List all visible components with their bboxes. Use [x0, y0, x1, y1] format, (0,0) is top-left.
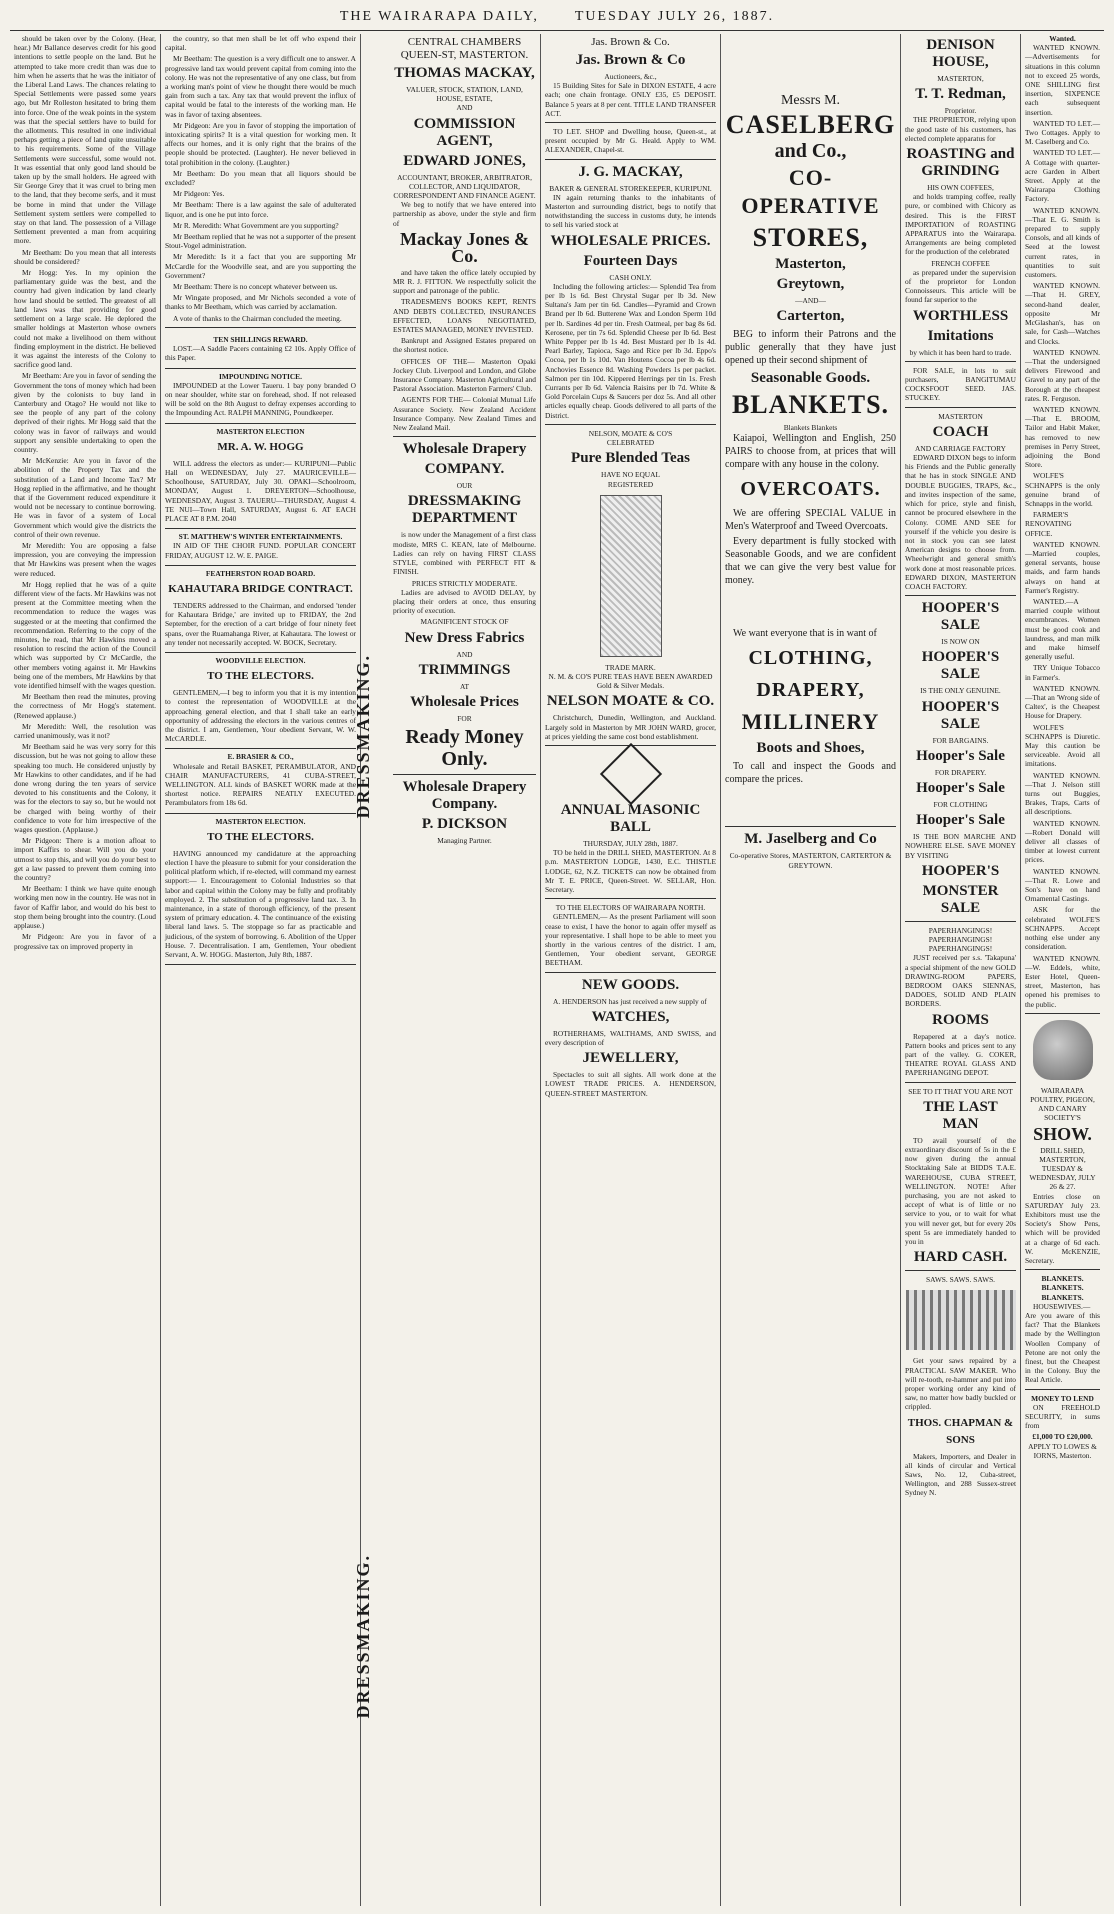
column-6	[900, 34, 1020, 1906]
for: FOR	[457, 713, 472, 723]
trade-mark: TRADE MARK.	[605, 662, 656, 672]
new-goods: NEW GOODS.	[581, 976, 680, 993]
ad-heading: TEN SHILLINGS REWARD.	[213, 334, 308, 344]
rooms: ROOMS	[932, 1011, 989, 1028]
wanted-item: WOLFE'S SCHNAPPS is Diuretic. May this caution be serviceable. Avoid all imitations.	[1025, 722, 1100, 769]
article-paragraph: Mr Beetham: There is a law against the sale of adulterated liquor, and is one he put into force.	[165, 200, 356, 219]
new-goods-body-3: Spectacles to suit all sights. All work done at the LOWEST TRADE PRICES. A. HENDERSON, QUEEN-STREET MASTERTON.	[545, 1070, 716, 1098]
money-amount: £1,000 TO £20,000.	[1032, 1432, 1093, 1442]
article-paragraph: the country, so that men shall be let off who expend their capital.	[165, 34, 356, 53]
rooster-illustration	[1033, 1020, 1093, 1080]
millinery: MILLINERY	[741, 709, 880, 735]
ad-heading: WOODVILLE ELECTION.	[215, 655, 306, 665]
column-2-ads	[165, 332, 356, 965]
ad-body: HAVING announced my candidature at the approaching election I have the pleasure to submit for your consideration the political platform which, if re-elected, will command my earnest support:— 1. Encouragement to Colonial Industries so that labor and capital within the Colony may be fully and profitably employed. 2. The substitution of a progressive land tax. 3. In maintenance, in a state of thorough efficiency, of the present system of primary education. 4. The continuance of the existing liberal land laws. 5. The stoppage so far as practicable and judicious, of the system of borrowing. 6. Abolition of the Upper House. 7. Decentralisation. I am, Gentlemen, Your obedient Servant, A. W. HOGG. Masterton, July 8th, 1887.	[165, 848, 356, 960]
clothing: CLOTHING,	[748, 647, 873, 670]
caselberg: CASELBERG	[725, 110, 896, 139]
masonic-emblem-icon	[599, 743, 661, 805]
jas-brown-header: Jas. Brown & Co.	[591, 36, 670, 48]
ad-body: Wholesale and Retail BASKET, PERAMBULATOR, AND CHAIR MANUFACTURERS, 41 CUBA-STREET, WELLINGTON. ALL kinds of BASKET WORK made at the shortest notice. REPAIRS NEATLY EXECUTED. Perambulators from 18s 6d.	[165, 761, 356, 808]
caselberg-body-3: We are offering SPECIAL VALUE in Men's Waterproof and Tweed Overcoats.	[725, 508, 896, 533]
article-paragraph: Mr Meredith: Is it a fact that you are supporting Mr McCardle for the Woodville seat, and are you supporting the Government?	[165, 252, 356, 280]
article-paragraph: Mr Pidgeon: There is a motion afloat to import Kaffirs to shear. Will you do your utmost to stop this, and will you do your best to get a law passed to prevent them coming into the country?	[14, 836, 156, 883]
see-to-it: SEE TO IT THAT YOU ARE NOT	[908, 1086, 1013, 1096]
article-paragraph: Mr Pidgeon: Are you in favor of stopping the importation of intoxicating spirits? It is a vital question for working men. It affects our homes, and it is only right that the brains of the people should be protected. (Laughter). He never believed in total prohibition in the colony. (Laughter.)	[165, 120, 356, 167]
t-t-redman: T. T. Redman,	[915, 86, 1006, 103]
article-paragraph: Mr McKenzie: Are you in favor of the abolition of the Property Tax and the substitution of a Land and Income Tax? Mr Hogg replied in the affirmative, and he thought that if the Government reduced expenditure it would not be necessary to continue borrowing. He was in favor of a system of Local Government which would give the districts the control of their own revenue.	[14, 456, 156, 539]
is-now-on: IS NOW ON	[941, 637, 980, 647]
saws-illustration	[906, 1290, 1016, 1350]
article-paragraph: should be taken over by the Colony. (Hear, hear.) Mr Ballance deserves credit for his good intentions to settle people on the land. But he attempted to take more credit than was due to him when he asserts that he was the initiator of the Liberal Land Laws. The chances relating to Special Settlements were passed some years ago, but Mr Rolleston hesitated to bring them into force. One of the weak points in the system was that the special settlers have to build for the allotments. This resulted in one individual perhaps getting a piece of land quite unsuitable to his requirements. Some of the Village Settlements were successful, some would not. It was essential that only good land should be taken up by the small holders. He agreed with Sir George Grey that it was cruel to bring men to the land, that they become serfs, and it must be borne in mind that under the Village Settlement system settlers were compelled to stay on that land. The possession of a Village Settlement prevented a man from acquiring more.	[14, 34, 156, 246]
classified-ad	[165, 369, 356, 424]
caselberg-body-2: Kaiapoi, Wellington and English, 250 PAIRS to choose from, at prices that will compare with any house in the colony.	[725, 433, 896, 471]
hoopers-sale-4: Hooper's Sale	[916, 747, 1005, 764]
wanted-list	[1025, 43, 1100, 1009]
wanted-item: WANTED KNOWN.—That J. Nelson still turns out Buggies, Brakes, Traps, Carts of all descriptions.	[1025, 770, 1100, 817]
nelson-moate-body: Christchurch, Dunedin, Wellington, and Auckland. Largely sold in Masterton by MR JOHN WARD, grocer, at prices yielding the same cost bond establishment.	[545, 713, 716, 741]
fourteen-days: Fourteen Days	[583, 252, 678, 269]
wanted-item: WANTED KNOWN.—That E. G. Smith is prepared to supply Consols, and all kinds of Seed at the lowest current rates, in quantities to suit customers.	[1025, 205, 1100, 280]
company: COMPANY.	[424, 461, 505, 478]
new-goods-body-2: ROTHERHAMS, WALTHAMS, AND SWISS, and every description of	[545, 1028, 716, 1047]
co-operative: CO-OPERATIVE	[741, 165, 880, 218]
thos-chapman: THOS. CHAPMAN & SONS	[907, 1416, 1014, 1446]
overcoats: OVERCOATS.	[740, 478, 881, 501]
drapery: DRAPERY,	[756, 679, 865, 702]
commission-agent: COMMISSION AGENT,	[413, 115, 516, 149]
hoopers-sale-5: Hooper's Sale	[916, 779, 1005, 796]
new-dress-fabrics: New Dress Fabrics	[404, 629, 525, 646]
column-5	[720, 34, 900, 1906]
for-bargains: FOR BARGAINS.	[932, 735, 989, 745]
article-paragraph: Mr R. Meredith: What Government are you supporting?	[173, 220, 339, 230]
proprietor-body: THE PROPRIETOR, relying upon the good taste of his customers, has elected complete apparatus for	[905, 115, 1016, 143]
carterton: Carterton,	[776, 308, 845, 325]
wanted-item: WANTED TO LET.—Two Cottages. Apply to M. Caselberg and Co.	[1025, 118, 1100, 147]
body-5: OFFICES OF THE— Masterton Opaki Jockey Club. Liverpool and London, and Globe Insurance Company. Masterton Agricultural and Pastoral Association. Masterton Farmers' Club.	[393, 356, 536, 394]
wholesale-prices-4: WHOLESALE PRICES.	[550, 232, 711, 249]
no-equal: HAVE NO EQUAL	[601, 470, 660, 480]
wanted-header: Wanted.	[1049, 34, 1076, 43]
and-2: AND	[456, 649, 473, 659]
jewellery: JEWELLERY,	[582, 1050, 679, 1067]
ad-heading: MASTERTON ELECTION.	[215, 816, 306, 826]
article-paragraph: Mr Beetham: Do you mean that all liquors should be excluded?	[165, 168, 356, 188]
dressmaking-department: DRESSMAKING DEPARTMENT	[407, 493, 522, 527]
rooms-body: Repapered at a day's notice. Pattern books and prices sent to any part of the valley. G. COKER, THEATRE ROYAL GLASS AND PAPERHANGING DEPOT.	[905, 1031, 1016, 1078]
masthead-date: TUESDAY JULY 26, 1887.	[574, 9, 775, 24]
ad-subheading: TO THE ELECTORS.	[207, 830, 314, 843]
blankets-7: BLANKETS. BLANKETS.	[1041, 1274, 1084, 1293]
messrs: Messrs M.	[780, 93, 841, 108]
hoopers: HOOPER'S	[921, 862, 1000, 879]
column-1-text	[14, 34, 156, 951]
article-paragraph: Mr Beetham said he was very sorry for this discussion, but he was not going to allow these speaking too much. He considered unjustly by Mr Hawkins to other candidates, and if he had done wrong during the ten years of service devoted to his constituents and the Colony, it was for the electors to say so, but he would not be charged with being worthy of their confidence to vote for him irrespective of the wages question. (Applause.)	[14, 742, 156, 835]
classified-ad	[165, 332, 356, 369]
to-let: TO LET. SHOP and Dwelling house, Queen-st., at present occupied by Mr G. Heald. Apply to WM. ALEXANDER, Chapel-st.	[545, 127, 716, 155]
our: OUR	[456, 481, 473, 491]
monster-sale: MONSTER SALE	[922, 882, 999, 916]
blankets-2: Blankets Blankets	[783, 423, 838, 433]
watches: WATCHES,	[591, 1008, 670, 1025]
trade-1: VALUER, STOCK, STATION, LAND, HOUSE, ESTATE,	[406, 85, 523, 104]
celebrated: CELEBRATED	[606, 438, 655, 448]
wanted-item: WANTED KNOWN.—That H. GREY, second-hand dealer, opposite Mr McGlashan's, has on sale, for Cash—Watches and Clocks.	[1025, 281, 1100, 346]
body-6: AGENTS FOR THE— Colonial Mutual Life Assurance Society. New Zealand Accident Insurance Company. New Zealand Times and New Zealand Mail.	[393, 395, 536, 433]
ad-body: IMPOUNDED at the Lower Taueru. 1 bay pony branded O on near shoulder, white star on forehead, shod. If not released will be sold on the 8th August to defray expenses according to the Impounding Act. RALPH MANNING, Poundkeeper.	[165, 380, 356, 418]
m-jaselberg: M. Jaselberg and Co	[744, 831, 877, 848]
boots-and-shoes: Boots and Shoes,	[756, 740, 865, 757]
seasonable-goods: Seasonable Goods.	[750, 370, 871, 387]
money-to-lend: MONEY TO LEND	[1031, 1393, 1094, 1403]
magnificent-stock: MAGNIFICENT STOCK OF	[420, 617, 509, 627]
article-paragraph: Mr Beetham: Do you mean that all interests should be considered?	[14, 247, 156, 266]
article-paragraph: A vote of thanks to the Chairman concluded the meeting.	[173, 313, 342, 323]
ad-subheading: TO THE ELECTORS.	[207, 670, 314, 683]
hoopers-sale-6: Hooper's Sale	[916, 812, 1005, 829]
wholesale-drapery-company: Wholesale Drapery Company.	[402, 779, 527, 813]
article-paragraph: Mr Hogg replied that he was of a quite different view of the facts. Mr Hawkins was not present at the Committee meeting when the recommendation to reduce the wages was suggested or at the meeting that confirmed the recommendation. Referring to the copy of the minutes, he read, that Mr Hawkins moved a resolution to rescind the action of the Council which was supported by Cr McCardle, the other members voting against it. Mr Hawkins being one of the members, Mr Hawkins by that vote identified himself with the wages question.	[14, 579, 156, 691]
show-body: DRILL SHED, MASTERTON, TUESDAY & WEDNESDAY, JULY 26 & 27.	[1029, 1145, 1096, 1192]
cash-only: CASH ONLY.	[609, 272, 652, 282]
blankets: BLANKETS.	[731, 390, 890, 420]
column-1	[10, 34, 160, 1906]
coffee-body: and holds tramping coffee, really pure, or combined with Chicory as desired. This is the FIRST IMPORTATION of ROASTING APPARATUS into the Wairarapa. Arrangements are being completed for the production of the celebrated	[905, 192, 1016, 257]
caselberg-body-4: Every department is fully stocked with Seasonable Goods, and we are confident that we can give the very best value for money.	[725, 536, 896, 587]
wanted-item: TRY Unique Tobacco in Farmer's.	[1025, 663, 1100, 682]
to-electors-body: GENTLEMEN,— As the present Parliament will soon cease to exist, I have the honor to again offer myself as your representative. I shall hope to be able to meet you shortly in the various centres of the district. I am, Gentlemen, Your obedient servant, GEORGE BEETHAM.	[545, 912, 716, 968]
ad-body: GENTLEMEN,—I beg to inform you that it is my intention to contest the representation of WOODVILLE at the approaching general election, and that I shall take an early opportunity of addressing the electors in the various centres of the district. I am, Gentlemen, Your obedient Servant, W. W. McCARDLE.	[165, 688, 356, 744]
article-paragraph: Mr Meredith: Well, the resolution was carried unanimously, was it not?	[14, 721, 156, 741]
coach: COACH	[932, 423, 989, 440]
wanted-item: FARMER'S RENOVATING OFFICE.	[1025, 510, 1072, 538]
french-coffee-body: as prepared under the supervision of the proprietor for London Connoisseurs. This article will be found far superior to the	[905, 267, 1016, 305]
hoopers-sale-2: HOOPER'S SALE	[921, 649, 1000, 683]
wanted-item: WANTED KNOWN.—That an 'Wrong side of Caltex', is the Cheapest House for Drapery.	[1025, 683, 1100, 721]
saws: SAWS. SAWS. SAWS.	[925, 1275, 996, 1285]
jg-mackay: J. G. MACKAY,	[578, 163, 683, 180]
annual-masonic-ball: ANNUAL MASONIC BALL	[560, 801, 701, 835]
ad-heading: MASTERTON ELECTION	[216, 426, 305, 436]
thomas-mackay: THOMAS MACKAY,	[394, 65, 535, 81]
article-paragraph: Mr Pidgeon: Yes.	[173, 189, 225, 199]
body-3: TRADESMEN'S BOOKS KEPT, RENTS AND DEBTS COLLECTED, INSURANCES EFFECTED, LOANS NEGOTIATED, ESTATES MANAGED, MONEY INVESTED.	[393, 297, 536, 335]
article-paragraph: Mr Meredith: You are opposing a false impression, you are conveying the impression that Mr Hawkins was present when the wages were reduced.	[14, 540, 156, 578]
wanted-item: WANTED KNOWN.—That E. BROOM, Tailor and Habit Maker, has removed to new premises in Perry Street, adjoining the Bond Store.	[1025, 404, 1100, 470]
column-4	[540, 34, 720, 1906]
pure-blended-teas: Pure Blended Teas	[571, 450, 690, 467]
wanted-item: WANTED KNOWN.—Married couples, general servants, house maids, and farm hands always on hand at Farmer's Registry.	[1025, 539, 1100, 595]
last-man: THE LAST MAN	[923, 1098, 998, 1132]
hoopers-sale-3: HOOPER'S SALE	[921, 698, 1000, 732]
trimmings: TRIMMINGS	[418, 661, 511, 678]
paperhangings-body: JUST received per s.s. 'Takapuna' a special shipment of the new GOLD DRAWING-ROOM PAPERS, BEDROOM OAKS SIENNAS, DADOES, SOLID AND PLAIN BORDERS.	[905, 953, 1016, 1009]
dressmaking-vertical-2: DRESSMAKING.	[353, 1554, 373, 1719]
french-coffee: FRENCH COFFEE	[931, 258, 990, 268]
and-1: AND	[456, 103, 473, 113]
blankets-7b: BLANKETS.	[1041, 1292, 1084, 1302]
ad-body: LOST.—A Saddle Pacers containing £2 10s. Apply Office of this Paper.	[165, 344, 356, 363]
nelson-moate-co: NELSON MOATE & CO.	[546, 693, 715, 710]
new-goods-body: A. HENDERSON has just received a new supply of	[553, 996, 707, 1006]
building-sites: 15 Building Sites for Sale in DIXON ESTATE, 4 acre each; one chain frontage. ONLY £35, £5 DEPOSIT. Balance 5 years at 8 per cent. TITLE LAND TRANSFER ACT.	[545, 81, 716, 118]
article-paragraph: Mr Beetham: There is no concept whatever between us.	[173, 282, 338, 292]
proprietor: Proprietor.	[944, 106, 977, 116]
classified-ad	[165, 814, 356, 966]
article-paragraph: Mr Wingate proposed, and Mr Nichols seconded a vote of thanks to Mr Beetham, which was carried by acclamation.	[165, 293, 356, 312]
body-2: and have taken the office lately occupied by MR R. J. FITTON. We respectfully solicit the support and patronage of the public.	[393, 267, 536, 296]
worthless: WORTHLESS	[912, 307, 1009, 324]
hard-cash: HARD CASH.	[913, 1249, 1008, 1266]
denison-house: DENISON HOUSE,	[926, 37, 995, 70]
article-paragraph: Mr Pidgeon: Are you in favor of a progressive tax on improved property in	[14, 932, 156, 951]
mackay-jones-firm: Mackay Jones & Co.	[400, 228, 529, 266]
column-2	[160, 34, 360, 1906]
article-paragraph: Mr Beetham then read the minutes, proving the correctness of Mr Hogg's statement. (Renewed applause.)	[14, 692, 156, 720]
gold-silver-medals: N. M. & CO'S PURE TEAS HAVE BEEN AWARDED Gold & Silver Medals.	[548, 671, 713, 691]
jg-mackay-body: IN again returning thanks to the inhabitants of Masterton and surrounding district, begs to notify that notwithstanding the success in customs duty, he intends to sell his varied stock at	[545, 192, 716, 230]
central-chambers: CENTRAL CHAMBERS QUEEN-ST, MASTERTON.	[400, 36, 529, 61]
column-2-text	[165, 34, 356, 323]
paperhangings: PAPERHANGINGS! PAPERHANGINGS! PAPERHANGINGS!	[928, 925, 993, 954]
ad-heading: ST. MATTHEW'S WINTER ENTERTAINMENTS.	[178, 532, 343, 542]
ad-body: IN AID OF THE CHOIR FUND. POPULAR CONCERT FRIDAY, AUGUST 12. W. E. PAIGE.	[165, 541, 356, 560]
ready-money-only: Ready Money Only.	[405, 726, 524, 771]
ad-heading: IMPOUNDING NOTICE.	[219, 371, 302, 381]
classified-ad	[165, 424, 356, 530]
jg-mackay-sub: BAKER & GENERAL STOREKEEPER, KURIPUNI.	[549, 183, 712, 193]
masterton-coach: MASTERTON	[938, 411, 983, 421]
masonic-body: TO be held in the DRILL SHED, MASTERTON. At 8 p.m. MASTERTON LODGE, 1430, E.C. THISTLE LODGE, 62, N.Z. TICKETS can now be obtained from Mr T. E. PRICE, Queen-Street. W. SELLAR, Hon. Secretary.	[545, 848, 716, 894]
auctioneers: Auctioneers, &c.,	[604, 72, 657, 81]
ad-body: WILL address the electors as under:— KURIPUNI—Public Hall on WEDNESDAY, July 27. MAURICEVILLE—Schoolhouse, SATURDAY, July 30. OPAKI—Schoolroom, MONDAY, August 1. DREYERTON—Schoolhouse, WEDNESDAY, August 3. TAUERU—THURSDAY, August 4. TE NUI—Town Hall, SATURDAY, August 6. AT EACH PLACE AT 8 P.M. 2040	[165, 458, 356, 523]
column-7	[1020, 34, 1104, 1906]
body-1: We beg to notify that we have entered into partnership as above, under the style and firm of	[393, 200, 536, 228]
wanted-item: WANTED KNOWN.—That the undersigned delivers Firewood and Gravel to any part of the Borough at the cheapest rates. R. Ferguson.	[1025, 347, 1100, 403]
managing-partner: Managing Partner.	[437, 836, 492, 846]
tea-trademark-image	[600, 495, 662, 657]
article-paragraph: Mr Beetham replied that he was not a supporter of the present Stout-Vogel administration.	[165, 232, 356, 251]
caselberg-body-1: BEG to inform their Patrons and the public generally that they have just opened up their second shipment of	[725, 329, 896, 367]
classified-ad	[165, 566, 356, 653]
carriage-factory: AND CARRIAGE FACTORY	[915, 443, 1006, 453]
article-paragraph: Mr Beetham: I think we have quite enough working men now in the country. He was not in favor of Kaffir labor, and would do his best to stop them being brought into the country. (Loud applause.)	[14, 884, 156, 931]
registered: REGISTERED	[607, 479, 654, 489]
imitations: Imitations	[927, 327, 994, 344]
price-list: Including the following articles:— Splendid Tea from per lb 1s 6d. Best Chrystal Sugar per lb 3d. New Sultana's Jam per tin 6d. Candles—Pyramid and Crown Brand per lb 6d. Butterene Wax and London Sperm 10d per lb. Sardines 4d per tin. Fresh Oatmeal, per bag 8s 6d. Kerosene, per tin 7s 6d. Splendid Cheese per lb 6d. Best White Pepper per lb 1s 4d. Best Mustard per lb 1s 4d. Pearl Barley, Tapioca, Sago and Rice per lb 3d. Eppo's Cocoa, per lb 1s 10d. Van Houtens Cocoa per lb 4s 6d. Anchovies Essence 8d. Washing Powders 1s per packet. Salmon per tin 10d. Kippered Herrings per tin 1s. Fresh Currants per lb 6d. Valencia Raisins per lb 7d. White & Gold Porcelain Cups & Saucers per doz 5s. And all other articles equally cheap. Goods delivered to all parts of the District.	[545, 281, 716, 420]
wanted-item: WANTED KNOWN.—Robert Donald will deliver all classes of timber at lowest current prices.	[1025, 818, 1100, 865]
wholesale-drapery: Wholesale Drapery	[402, 441, 527, 458]
cocksfoot-sale: FOR SALE, in lots to suit purchasers, BANGITUMAU COCKSFOOT SEED. JAS. STUCKEY.	[905, 365, 1016, 403]
greytown: Greytown,	[776, 276, 845, 292]
money-to-lend-body: ON FREEHOLD SECURITY, in sums from	[1025, 1402, 1100, 1431]
ad-heading: FEATHERSTON ROAD BOARD.	[205, 568, 316, 578]
wanted-item: WANTED KNOWN.—Advertisements for situations in this column not to exceed 25 words, ONE SHILLING first insertion, SIXPENCE each subsequent insertion.	[1025, 43, 1100, 117]
ad-heading: E. BRASIER & CO.,	[227, 752, 294, 762]
saws-body: Get your saws repaired by a PRACTICAL SAW MAKER. Who will re-tooth, re-hammer and put into proper working order any kind of saw, no matter how badly buckled or crippled.	[905, 1356, 1016, 1412]
body-4: Bankrupt and Assigned Estates prepared on the shortest notice.	[393, 336, 536, 355]
thos-chapman-body: Makers, Importers, and Dealer in all kinds of circular and Vertical Saws, No. 12, Cuba-street, Wellington, and 288 Sussex-street Sydney N.	[905, 1451, 1016, 1498]
masonic-date: THURSDAY, JULY 28th, 1887.	[583, 838, 678, 848]
for-clothing: FOR CLOTHING	[933, 799, 988, 809]
to-electors: TO THE ELECTORS OF WAIRARAPA NORTH.	[555, 903, 706, 913]
wanted-item: ASK for the celebrated WOLFE'S SCHNAPPS. Accept nothing else under any consideration.	[1025, 905, 1100, 952]
dressmaking-body: is now under the Management of a first class modiste, MRS C. KEAN, late of Melbourne. Ladies can rely on having FIRST CLASS STYLE, combined with PERFECT FIT & FINISH.	[393, 530, 536, 577]
for-drapery: FOR DRAPERY.	[934, 767, 987, 777]
caselberg-body-5: To call and inspect the Goods and compare the prices.	[725, 761, 896, 786]
denison-location: MASTERTON,	[937, 74, 984, 83]
wanted-item: WANTED TO LET.—A Cottage with quarter-acre Garden in Albert Street. Apply at the Wairarapa Clothing Factory.	[1025, 148, 1100, 204]
masthead	[10, 4, 1104, 31]
caselberg-want: We want everyone that is in want of	[733, 628, 877, 640]
imitations-sub: by which it has been hard to trade.	[909, 347, 1012, 357]
roasting-grinding: ROASTING and GRINDING	[906, 146, 1015, 180]
at: AT	[459, 681, 470, 691]
only-genuine: IS THE ONLY GENUINE.	[920, 686, 1001, 696]
column-3	[353, 34, 540, 1906]
bon-marche: IS THE BON MARCHE AND NOWHERE ELSE. SAVE MONEY BY VISITING	[905, 832, 1016, 860]
apply-to: APPLY TO LOWES & IORNS, Masterton.	[1028, 1441, 1097, 1460]
wholesale-prices: Wholesale Prices	[410, 693, 519, 710]
blankets-7-body: HOUSEWIVES.—Are you aware of this fact? That the Blankets made by the Wellington Woollen Company of Petone are not only the finest, but the Cheapest in the Colony. Buy the Real Article.	[1025, 1301, 1100, 1385]
wanted-item: WANTED.—A married couple without encumbrances. Women must be good cook and laundress, and man milk and make himself generally useful.	[1025, 596, 1100, 662]
trade-2: ACCOUNTANT, BROKER, ARBITRATOR, COLLECTOR, AND LIQUIDATOR, CORRESPONDENT AND FINANCE AGENT.	[393, 172, 536, 201]
article-paragraph: Mr Beetham: Are you in favor of sending the Government the tons of money which had been given by the colonists to buy land in Canterbury and Otago? He would not like to see the people of any part of the colony deprived of their rights. Mr Hogg said that the colony was in favor of railways and would support any sensible undertaking to open the country.	[14, 371, 156, 454]
prices-moderate: PRICES STRICTLY MODERATE.	[411, 578, 518, 588]
article-paragraph: Mr Beetham: The question is a very difficult one to answer. A progressive land tax would prevent capital from coming into the colony. He was not the representative of any one class, but from a working man's point of view he thought there would be much gain from such a tax. Any tax that would prevent the influx of capital would be fatal to the interests of the working man. He was in favor of taxing absentees.	[165, 54, 356, 119]
ad-subheading: MR. A. W. HOGG	[217, 440, 304, 453]
edward-jones: EDWARD JONES,	[403, 152, 526, 169]
and-co: and Co.,	[774, 140, 847, 162]
show-body-2: Entries close on SATURDAY July 23. Exhibitors must use the Society's Show Pens, which will be provided at a charge of 6d each. W. McKENZIE, Secretary.	[1025, 1191, 1100, 1265]
classified-ad	[165, 529, 356, 566]
advice: Ladies are advised to AVOID DELAY, by placing their orders at once, thus ensuring priority of execution.	[393, 587, 536, 616]
hoopers-sale-1: HOOPER'S SALE	[921, 600, 1000, 634]
own-coffees: HIS OWN COFFEES,	[927, 183, 994, 193]
article-paragraph: Mr Hogg: Yes. In my opinion the parliamentary guide was the best, and the country had given indication by land clearly how land should be settled. The greatest of all land laws was that providing for good settlement on a large scale. He deplored the smaller holdings at Masterton whose owners could not make a livelihood on them without finding employment in the district. He believed it was against the interests of the Colony to sacrifice good land.	[14, 268, 156, 370]
wanted-item: WOLFE'S SCHNAPPS is the only genuine brand of Schnapps in the world.	[1025, 471, 1100, 508]
dressmaking-vertical-1: DRESSMAKING.	[353, 654, 373, 819]
classified-ad	[165, 749, 356, 813]
wanted-item: WANTED KNOWN.—That R. Lowe and Son's have on hand Ornamental Castings.	[1025, 866, 1100, 904]
show: SHOW.	[1033, 1123, 1092, 1144]
nelson-moate: NELSON, MOATE & CO'S	[588, 428, 673, 438]
stores: STORES,	[752, 223, 869, 252]
and-5: —AND—	[795, 296, 826, 305]
ad-body: TENDERS addressed to the Chairman, and endorsed 'tender for Kahautara Bridge,' are invited up to FRIDAY, the 2nd September, for the erection of a cart bridge of four ninety feet spans, over the Ruamahanga River, at Kahautara. The lowest or any tender not necessarily accepted. W. BOCK, Secretary.	[165, 600, 356, 647]
classified-ad	[165, 653, 356, 749]
wanted-item: WANTED KNOWN.—W. Eddels, white, Ester Hotel, Queen-street, Masterton, has opened his premises to the public.	[1025, 953, 1100, 1009]
carriage-factory-body: EDWARD DIXON begs to inform his Friends and the Public generally that he has in stock SINGLE AND DOUBLE BUGGIES, TRAPS, &c., and invites inspection of the same, which for price, style and finish, cannot be procured elsewhere in the Colony. COME AND SEE for yourself if the vehicle you desire is not in stock you can see latest American designs to choose from. Wheelwright and general smith's work done at most reasonable prices. EDWARD DIXON, MASTERTON COACH FACTORY.	[905, 453, 1016, 591]
last-man-body: TO avail yourself of the extraordinary discount of 5s in the £ now given during the annual Stocktaking Sale at BIDDS T.A.E. WAREHOUSE, CUBA STREET, WELLINGTON. NOTE! After purchasing, you are not asked to accept of what is of little or no service to you, or to wait for what you will never get, but for every 20s spent 5s are immediately handed to you in	[905, 1135, 1016, 1247]
masthead-title: THE WAIRARAPA DAILY,	[339, 9, 539, 24]
jas-brown: Jas. Brown & Co	[575, 52, 686, 68]
ad-subheading: KAHAUTARA BRIDGE CONTRACT.	[168, 582, 353, 595]
m-jaselberg-sub: Co-operative Stores, MASTERTON, CARTERTON & GREYTOWN.	[729, 851, 892, 870]
p-dickson: P. DICKSON	[421, 816, 508, 833]
masterton: Masterton,	[775, 256, 846, 272]
poultry-society: WAIRARAPA POULTRY, PIGEON, AND CANARY SOCIETY'S	[1030, 1085, 1095, 1123]
